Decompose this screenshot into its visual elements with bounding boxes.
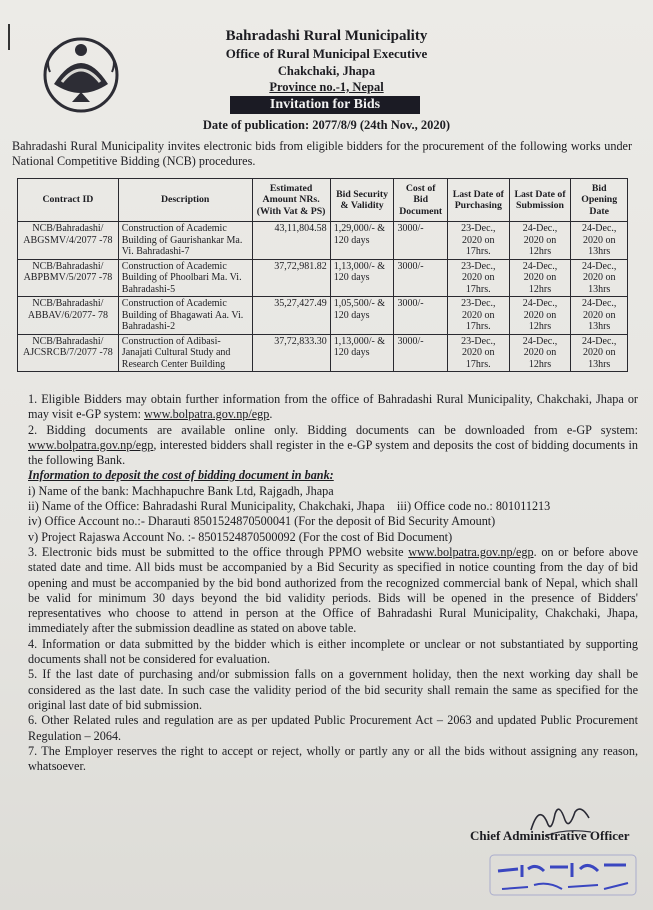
- note-4: 4. Information or data submitted by the bidder which is either incomplete or unclear or not substantiated by supporting documents shall not be considered for evaluation.: [28, 636, 638, 667]
- bank-info-heading-text: Information to deposit the cost of bidding document in bank:: [28, 468, 334, 483]
- bank-office-line: [14, 499, 638, 514]
- description-cell: Construction of Academic Building of Bhagawati Aa. Vi. Bahradashi-2: [118, 297, 252, 335]
- note-2: [14, 423, 638, 469]
- purchase-date-cell: 23-Dec., 2020 on 17hrs.: [447, 334, 509, 372]
- note-1-text: 1. Eligible Bidders may obtain further information from the office of Bahradashi Rural Municipality, Chakchaki, Jhapa or may visit e-GP system:: [28, 392, 638, 422]
- header-estimated-amount: Estimated Amount NRs. (With Vat & PS): [252, 179, 330, 222]
- bank-account-security: iv) Office Account no.:- Dharauti 8501524870500041 (For the deposit of Bid Security Amount): [28, 514, 496, 529]
- cost-cell: 3000/-: [394, 222, 447, 260]
- opening-date-cell: 24-Dec., 2020 on 13hrs: [571, 297, 628, 335]
- security-cell: 1,13,000/- & 120 days: [330, 334, 394, 372]
- description-cell: Construction of Adibasi-Janajati Cultural Study and Research Center Building: [118, 334, 252, 372]
- header-cost-of-document: Cost of Bid Document: [394, 179, 447, 222]
- submission-date-cell: 24-Dec., 2020 on 12hrs: [509, 334, 571, 372]
- purchase-date-cell: 23-Dec., 2020 on 17hrs.: [447, 222, 509, 260]
- ppmo-link[interactable]: www.bolpatra.gov.np/egp: [408, 544, 534, 559]
- egp-link[interactable]: www.bolpatra.gov.np/egp: [144, 407, 270, 422]
- security-cell: 1,05,500/- & 120 days: [330, 297, 394, 335]
- bank-office-code: iii) Office code no.: 801011213: [396, 499, 551, 514]
- province-line: Province no.-1, Nepal: [269, 80, 384, 94]
- security-cell: 1,29,000/- & 120 days: [330, 222, 394, 260]
- office-name: Office of Rural Municipal Executive: [225, 46, 428, 61]
- submission-date-cell: 24-Dec., 2020 on 12hrs: [509, 259, 571, 297]
- header-description: Description: [118, 179, 252, 222]
- cost-cell: 3000/-: [394, 259, 447, 297]
- note-6: 6. Other Related rules and regulation are as per updated Public Procurement Act – 2063 and updated Public Procurement Regulation – 2064.: [28, 713, 638, 743]
- table-row: [18, 222, 628, 260]
- purchase-date-cell: 23-Dec., 2020 on 17hrs.: [447, 297, 509, 335]
- amount-cell: 37,72,833.30: [252, 334, 330, 372]
- note-1: 1. Eligible Bidders may obtain further information from the office of Bahradashi Rural Municipality, Chakchaki, Jhapa or may visit e-GP system: www.bolpatra.gov.np/egp.: [28, 392, 638, 422]
- note-7: 7. The Employer reserves the right to accept or reject, wholly or partly any or all the bids without assigning any reason, whatsoever.: [28, 743, 638, 774]
- contract-id-cell: NCB/Bahradashi/ AJCSRCB/7/2077 -78: [18, 334, 119, 372]
- cost-cell: 3000/-: [394, 334, 447, 372]
- header-last-date-submission: Last Date of Submission: [509, 179, 571, 222]
- amount-cell: 35,27,427.49: [252, 297, 330, 335]
- municipality-name: Bahradashi Rural Municipality: [225, 28, 428, 44]
- header-bid-opening-date: Bid Opening Date: [571, 179, 628, 222]
- table-row: [18, 334, 628, 372]
- notice-title: Invitation for Bids: [230, 96, 420, 114]
- bank-account-document: v) Project Rajaswa Account No. :- 8501524870500092 (For the cost of Bid Document): [28, 529, 453, 544]
- intro-paragraph: Bahradashi Rural Municipality invites electronic bids from eligible bidders for the procurement of the following works under National Competitive Bidding (NCB) procedures.: [12, 139, 632, 168]
- notes-section: [14, 392, 638, 774]
- table-row: [18, 297, 628, 335]
- note-3-rest: . on or before above stated date and time. All bids must be accompanied by a Bid Security as specified in notice counting from the day of bid opening and must be accompanied by the bid bond authorized from the recognized commercial bank of Nepal, which shall be valid for minimum 30 days beyond the bid validity periods. Bids will be opened in the presence of Bidders' representatives who choose to attend in person at the Office of Bahradashi Rural Municipality, Chakchaki, Jhapa, immediately after the submission deadline as stated on above table.: [28, 544, 639, 636]
- contract-id-cell: NCB/Bahradashi/ ABBAV/6/2077- 78: [18, 297, 119, 335]
- official-stamp-icon: [488, 851, 638, 899]
- note-2-text: 2. Bidding documents are available online only. Bidding documents can be downloaded from e-GP system:: [28, 422, 638, 437]
- bids-table: [17, 178, 628, 372]
- bank-office-name: ii) Name of the Office: Bahradashi Rural Municipality, Chakchaki, Jhapa: [28, 499, 385, 514]
- opening-date-cell: 24-Dec., 2020 on 13hrs: [571, 259, 628, 297]
- table-header-row: [18, 179, 628, 222]
- publication-date: Date of publication: 2077/8/9 (24th Nov., 2020): [202, 118, 451, 132]
- header-last-date-purchasing: Last Date of Purchasing: [447, 179, 509, 222]
- purchase-date-cell: 23-Dec., 2020 on 17hrs.: [447, 259, 509, 297]
- submission-date-cell: 24-Dec., 2020 on 12hrs: [509, 222, 571, 260]
- header-contract-id: Contract ID: [18, 179, 119, 222]
- opening-date-cell: 24-Dec., 2020 on 13hrs: [571, 222, 628, 260]
- bank-info-heading: [14, 468, 638, 483]
- contract-id-cell: NCB/Bahradashi/ ABGSMV/4/2077 -78: [18, 222, 119, 260]
- header-bid-security: Bid Security & Validity: [330, 179, 394, 222]
- description-cell: Construction of Academic Building of Phoolbari Ma. Vi. Bahradashi-5: [118, 259, 252, 297]
- egp-link[interactable]: www.bolpatra.gov.np/egp: [28, 437, 154, 452]
- description-cell: Construction of Academic Building of Gaurishankar Ma. Vi. Bahradashi-7: [118, 222, 252, 260]
- table-row: [18, 259, 628, 297]
- submission-date-cell: 24-Dec., 2020 on 12hrs: [509, 297, 571, 335]
- note-5: 5. If the last date of purchasing and/or submission falls on a government holiday, then the next working day shall be considered as the last date. In such case the validity period of the bid security shall remain the same as specified for the original last date of bid submission.: [28, 667, 638, 712]
- security-cell: 1,13,000/- & 120 days: [330, 259, 394, 297]
- cost-cell: 3000/-: [394, 297, 447, 335]
- note-3-text: 3. Electronic bids must be submitted to the office through PPMO website: [28, 544, 404, 559]
- note-3: [14, 545, 638, 637]
- amount-cell: 43,11,804.58: [252, 222, 330, 260]
- note-2-rest: , interested bidders shall register in the e-GP system and deposits the cost of bidding documents in the following Bank.: [28, 437, 638, 468]
- opening-date-cell: 24-Dec., 2020 on 13hrs: [571, 334, 628, 372]
- signatory-title: Chief Administrative Officer: [470, 828, 630, 843]
- office-location: Chakchaki, Jhapa: [277, 64, 376, 78]
- contract-id-cell: NCB/Bahradashi/ ABPBMV/5/2077 -78: [18, 259, 119, 297]
- bank-name: i) Name of the bank: Machhapuchre Bank Ltd, Rajgadh, Jhapa: [28, 483, 334, 498]
- amount-cell: 37,72,981.82: [252, 259, 330, 297]
